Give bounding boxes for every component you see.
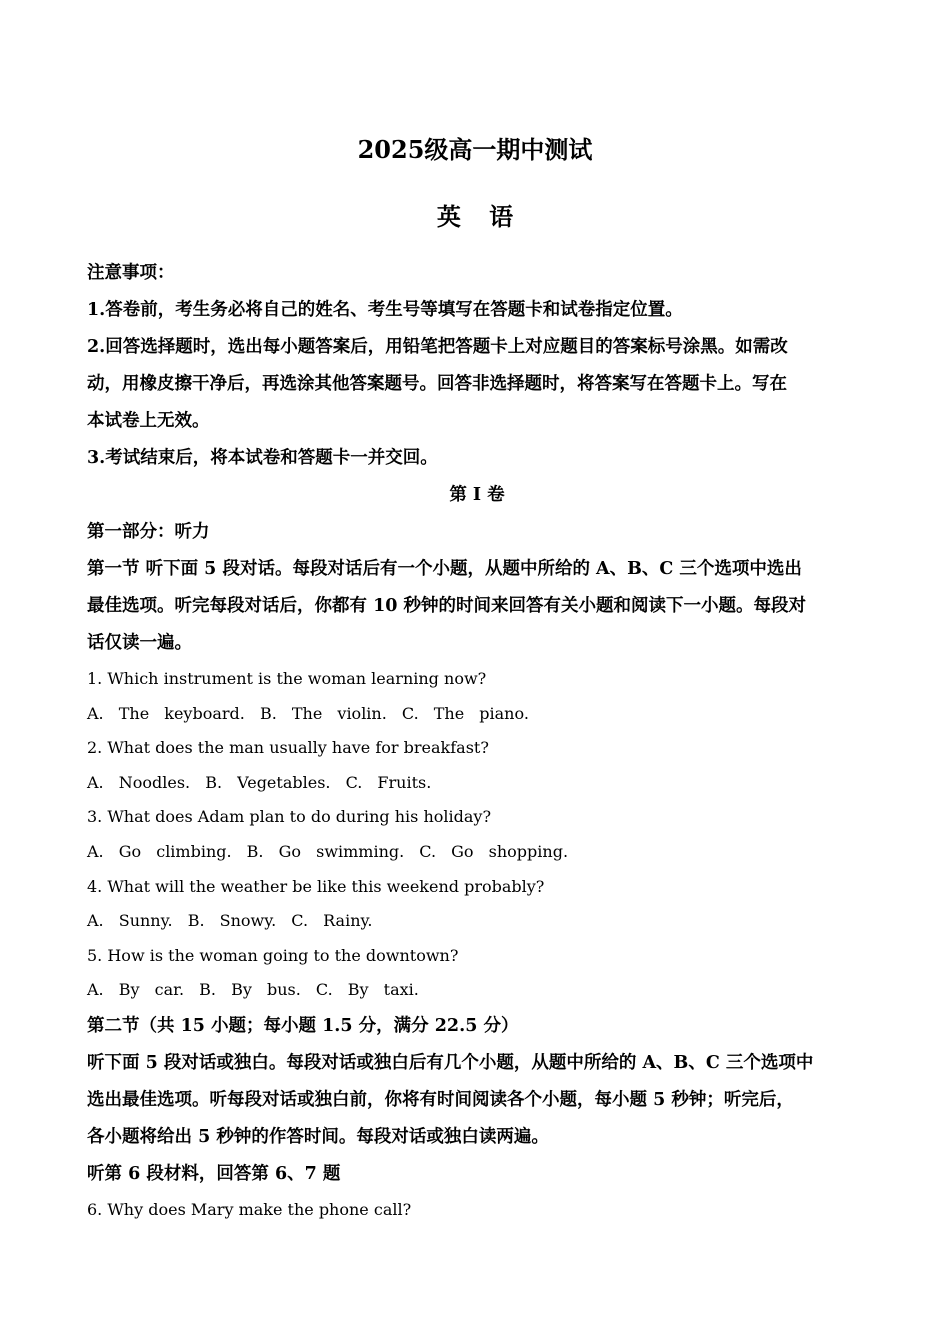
question-3: 3. What does Adam plan to do during his holiday? (87, 807, 492, 827)
exam-body (87, 255, 867, 1228)
exam-title: 2025级高一期中测试 (357, 135, 593, 164)
notice-heading: 注意事项： (87, 263, 175, 283)
subject-title: 英 语 (436, 202, 524, 231)
section2-instruction-line-2: 选出最佳选项。听每段对话或独白前，你将有时间阅读各个小题，每小题 5 秒钟；听完后， (87, 1089, 794, 1110)
question-6: 6. Why does Mary make the phone call? (87, 1199, 412, 1219)
question-5-options: A. By car. B. By bus. C. By taxi. (87, 980, 419, 1000)
question-1-options: A. The keyboard. B. The violin. C. The piano. (87, 703, 529, 723)
section2-instruction-line-3: 各小题将给出 5 秒钟的作答时间。每段对话或独白读两遍。 (87, 1126, 549, 1147)
notice-item-2-line-2: 动，用橡皮擦干净后，再选涂其他答案题号。回答非选择题时，将答案写在答题卡上。写在 (87, 374, 787, 394)
notice-item-2-line-1: 2.回答选择题时，选出每小题答案后，用铅笔把答题卡上对应题目的答案标号涂黑。如需改 (87, 337, 788, 357)
volume-heading: 第 I 卷 (449, 485, 505, 505)
question-4-options: A. Sunny. B. Snowy. C. Rainy. (87, 911, 373, 931)
question-3-options: A. Go climbing. B. Go swimming. C. Go shopping. (87, 841, 569, 861)
question-4: 4. What will the weather be like this weekend probably? (87, 876, 545, 896)
part1-heading: 第一部分：听力 (87, 522, 210, 542)
question-2-options: A. Noodles. B. Vegetables. C. Fruits. (87, 772, 432, 792)
section2-instruction-line-1: 听下面 5 段对话或独白。每段对话或独白后有几个小题，从题中所给的 A、B、C 三个选项中 (87, 1052, 814, 1073)
question-2: 2. What does the man usually have for breakfast? (87, 738, 489, 758)
notice-item-2-line-3: 本试卷上无效。 (87, 411, 210, 431)
notice-item-1: 1.答卷前，考生务必将自己的姓名、考生号等填写在答题卡和试卷指定位置。 (87, 300, 683, 320)
section1-instruction-line-1: 第一节 听下面 5 段对话。每段对话后有一个小题，从题中所给的 A、B、C 三个选项中选出 (87, 559, 802, 579)
question-1: 1. Which instrument is the woman learning now? (87, 669, 487, 688)
material-6-heading: 听第 6 段材料，回答第 6、7 题 (87, 1163, 341, 1184)
section1-instruction-line-3: 话仅读一遍。 (87, 633, 192, 653)
section1-instruction-line-2: 最佳选项。听完每段对话后，你都有 10 秒钟的时间来回答有关小题和阅读下一小题。每段对 (87, 596, 807, 616)
section2-heading: 第二节（共 15 小题；每小题 1.5 分，满分 22.5 分） (87, 1015, 519, 1036)
notice-item-3: 3.考试结束后，将本试卷和答题卡一并交回。 (87, 448, 438, 468)
question-5: 5. How is the woman going to the downtown? (87, 945, 459, 965)
